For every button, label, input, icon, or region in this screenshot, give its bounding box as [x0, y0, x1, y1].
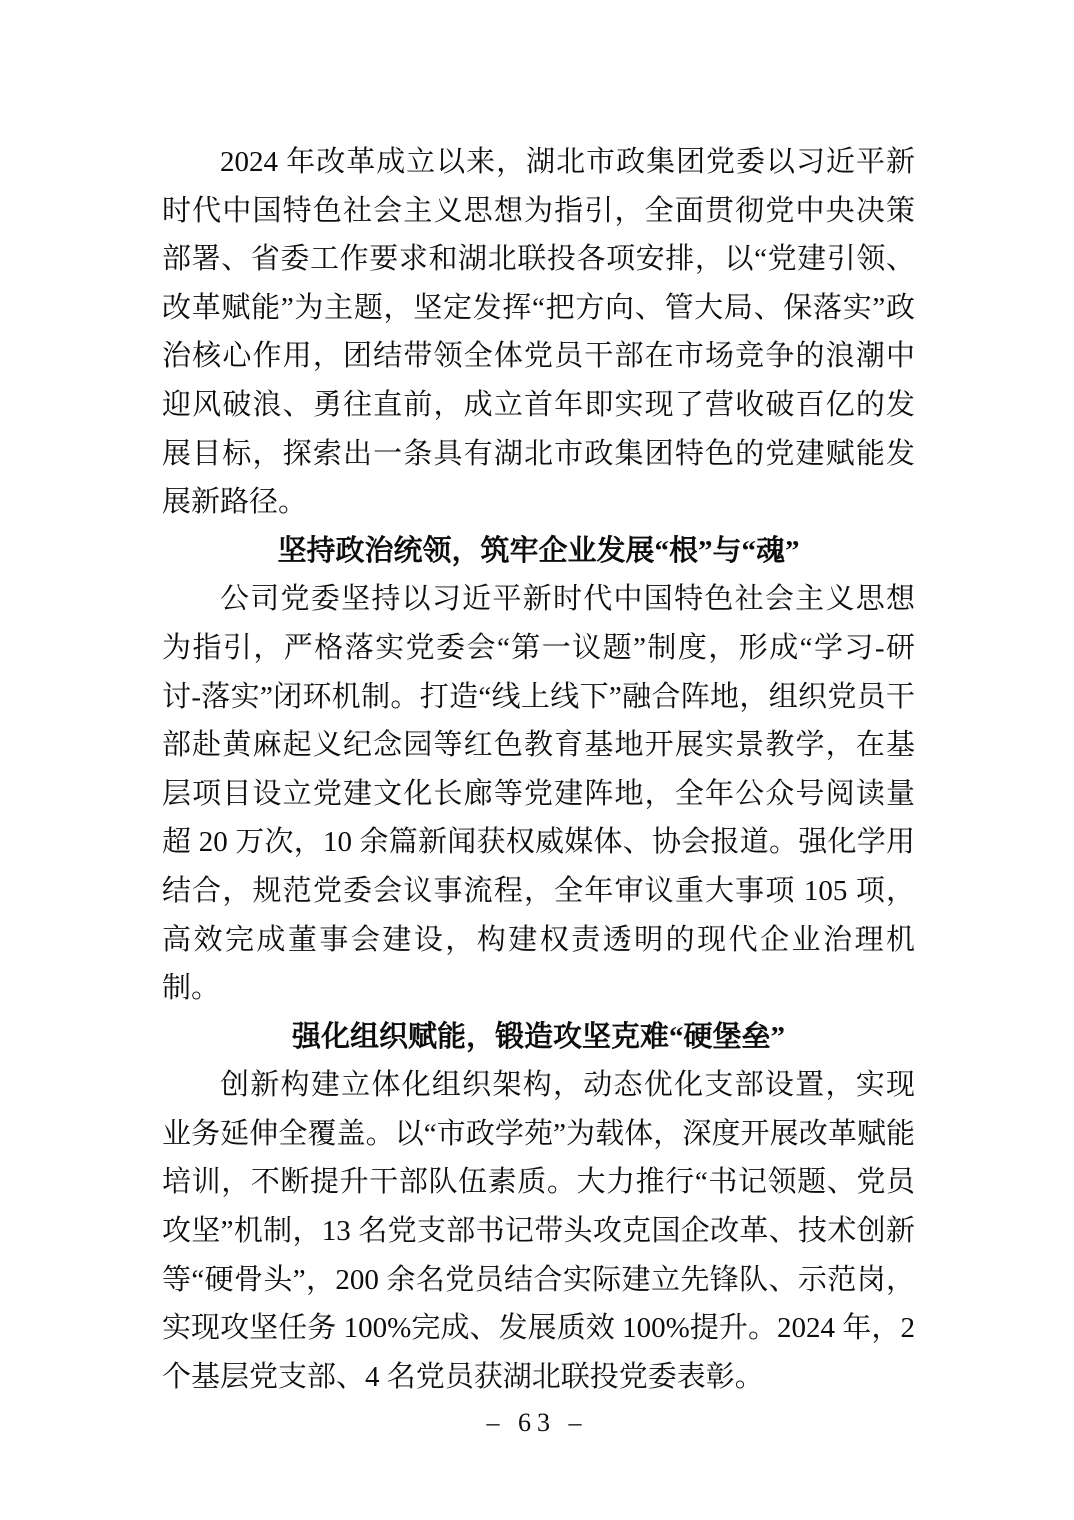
- document-body: [162, 138, 915, 1401]
- paragraph-organization-empowerment: 创新构建立体化组织架构，动态优化支部设置，实现业务延伸全覆盖。以“市政学苑”为载体，深度开展改革赋能培训，不断提升干部队伍素质。大力推行“书记领题、党员攻坚”机制，13 名党支部书记带头攻克国企改革、技术创新等“硬骨头”，200 余名党员结合实际建立先锋队、示范岗，实现攻坚任务 100%完成、发展质效 100%提升。2024 年，2 个基层党支部、4 名党员获湖北联投党委表彰。: [162, 1069, 915, 1393]
- page-number: – 63 –: [486, 1408, 588, 1437]
- section-heading-political-leadership: 坚持政治统领，筑牢企业发展“根”与“魂”: [277, 534, 800, 567]
- paragraph-intro: 2024 年改革成立以来，湖北市政集团党委以习近平新时代中国特色社会主义思想为指引，全面贯彻党中央决策部署、省委工作要求和湖北联投各项安排，以“党建引领、改革赋能”为主题，坚定发挥“把方向、管大局、保落实”政治核心作用，团结带领全体党员干部在市场竞争的浪潮中迎风破浪、勇往直前，成立首年即实现了营收破百亿的发展目标，探索出一条具有湖北市政集团特色的党建赋能发展新路径。: [162, 146, 915, 519]
- section-heading-organization-empowerment: 强化组织赋能，锻造攻坚克难“硬堡垒”: [291, 1020, 785, 1053]
- paragraph-political-leadership: 公司党委坚持以习近平新时代中国特色社会主义思想为指引，严格落实党委会“第一议题”制度，形成“学习-研讨-落实”闭环机制。打造“线上线下”融合阵地，组织党员干部赴黄麻起义纪念园等红色教育基地开展实景教学，在基层项目设立党建文化长廊等党建阵地，全年公众号阅读量超 20 万次，10 余篇新闻获权威媒体、协会报道。强化学用结合，规范党委会议事流程，全年审议重大事项 105 项，高效完成董事会建设，构建权责透明的现代企业治理机制。: [162, 583, 915, 1005]
